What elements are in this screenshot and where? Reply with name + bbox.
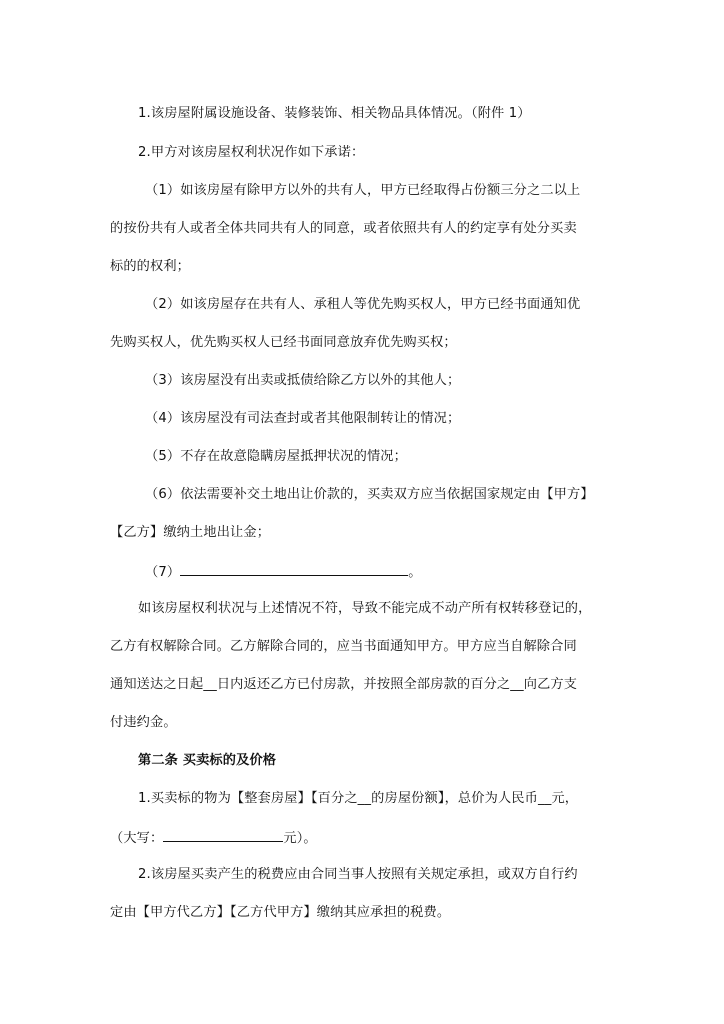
section-heading: 第二条 买卖标的及价格 [138,753,277,768]
paragraph-line: （4）该房屋没有司法查封或者其他限制转让的情况； [145,411,461,426]
amount-in-words-line [110,827,317,849]
paragraph-line: 乙方有权解除合同。乙方解除合同的，应当书面通知甲方。甲方应当自解除合同 [110,639,577,654]
paragraph-line: 标的的权利； [110,259,191,274]
item-7-line [145,561,422,583]
item-7-label: （7） [145,565,181,580]
paragraph-line: 【乙方】缴纳土地出让金； [110,525,271,540]
paragraph-line: 1.买卖标的物为【整套房屋】【百分之__的房屋份额】，总价为人民币__元， [138,791,579,806]
paragraph-line: （1）如该房屋有除甲方以外的共有人，甲方已经取得占份额三分之二以上 [145,183,581,198]
paragraph-line: 先购买权人，优先购买权人已经书面同意放弃优先购买权； [110,335,457,350]
amount-suffix: 元）。 [283,831,317,846]
paragraph-line: 2.甲方对该房屋权利状况作如下承诺： [138,145,365,160]
paragraph-line: 的按份共有人或者全体共同共有人的同意，或者依照共有人的约定享有处分买卖 [110,221,577,236]
paragraph-line: 1.该房屋附属设施设备、装修装饰、相关物品具体情况。（附件 1） [138,106,531,121]
paragraph-line: （5）不存在故意隐瞒房屋抵押状况的情况； [145,449,407,464]
item-7-period: 。 [408,565,422,580]
paragraph-line: （6）依法需要补交土地出让价款的，买卖双方应当依据国家规定由【甲方】 [145,487,594,502]
paragraph-line: 定由【甲方代乙方】【乙方代甲方】缴纳其应承担的税费。 [110,905,451,920]
blank-underline [180,561,408,576]
paragraph-line: 通知送达之日起__日内返还乙方已付房款，并按照全部房款的百分之__向乙方支 [110,677,578,692]
blank-underline [163,827,283,842]
paragraph-line: （2）如该房屋存在共有人、承租人等优先购买权人，甲方已经书面通知优 [145,297,581,312]
paragraph-line: 付违约金。 [110,715,177,730]
paragraph-line: 如该房屋权利状况与上述情况不符，导致不能完成不动产所有权转移登记的， [138,601,592,616]
amount-label: （大写： [110,831,164,846]
paragraph-line: （3）该房屋没有出卖或抵债给除乙方以外的其他人； [145,373,461,388]
paragraph-line: 2.该房屋买卖产生的税费应由合同当事人按照有关规定承担，或双方自行约 [138,867,578,882]
